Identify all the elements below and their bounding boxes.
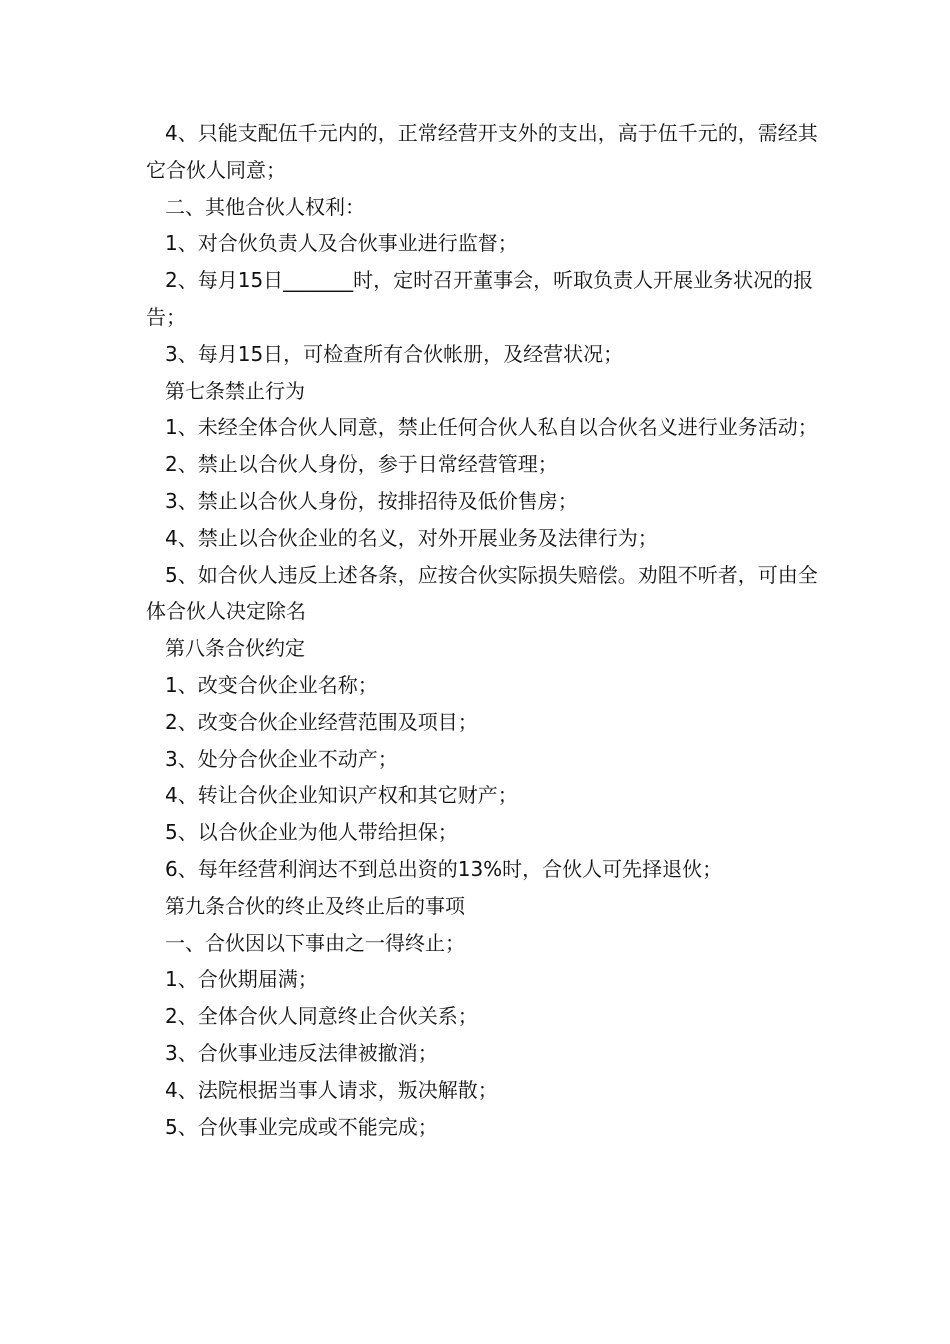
list-item: 1、改变合伙企业名称； bbox=[165, 672, 378, 697]
heading-article-9: 第九条合伙的终止及终止后的事项 bbox=[165, 893, 465, 918]
list-item: 2、每月15日_______时，定时召开董事会，听取负责人开展业务状况的报告； bbox=[146, 268, 814, 329]
list-item: 5、以合伙企业为他人带给担保； bbox=[165, 820, 458, 845]
list-item: 2、全体合伙人同意终止合伙关系； bbox=[165, 1004, 478, 1029]
list-item: 1、对合伙负责人及合伙事业进行监督； bbox=[165, 231, 518, 256]
document-body bbox=[146, 115, 836, 1145]
list-item: 4、禁止以合伙企业的名义，对外开展业务及法律行为； bbox=[165, 525, 658, 550]
subheading-termination-causes: 一、合伙因以下事由之一得终止； bbox=[165, 930, 465, 955]
list-item: 2、禁止以合伙人身份，参于日常经营管理； bbox=[165, 452, 558, 477]
list-item: 5、合伙事业完成或不能完成； bbox=[165, 1114, 438, 1139]
heading-article-8: 第八条合伙约定 bbox=[165, 636, 305, 661]
heading-article-7: 第七条禁止行为 bbox=[165, 378, 305, 403]
list-item: 1、未经全体合伙人同意，禁止任何合伙人私自以合伙名义进行业务活动； bbox=[165, 415, 818, 440]
list-item: 6、每年经营利润达不到总出资的13%时，合伙人可先择退伙； bbox=[165, 856, 723, 881]
list-item: 3、每月15日，可检查所有合伙帐册，及经营状况； bbox=[165, 341, 624, 366]
heading-other-partner-rights: 二、其他合伙人权利： bbox=[165, 194, 365, 219]
paragraph-expense-limit: 4、只能支配伍千元内的，正常经营开支外的支出，高于伍千元的，需经其它合伙人同意； bbox=[146, 121, 818, 182]
list-item: 3、禁止以合伙人身份，按排招待及低价售房； bbox=[165, 488, 578, 513]
list-item: 3、合伙事业违反法律被撤消； bbox=[165, 1040, 438, 1065]
list-item: 1、合伙期届满； bbox=[165, 967, 318, 992]
list-item: 5、如合伙人违反上述各条，应按合伙实际损失赔偿。劝阻不听者，可由全体合伙人决定除名 bbox=[146, 562, 818, 624]
list-item: 4、转让合伙企业知识产权和其它财产； bbox=[165, 783, 518, 808]
list-item: 4、法院根据当事人请求，叛决解散； bbox=[165, 1077, 498, 1102]
list-item: 3、处分合伙企业不动产； bbox=[165, 746, 398, 771]
list-item: 2、改变合伙企业经营范围及项目； bbox=[165, 709, 478, 734]
